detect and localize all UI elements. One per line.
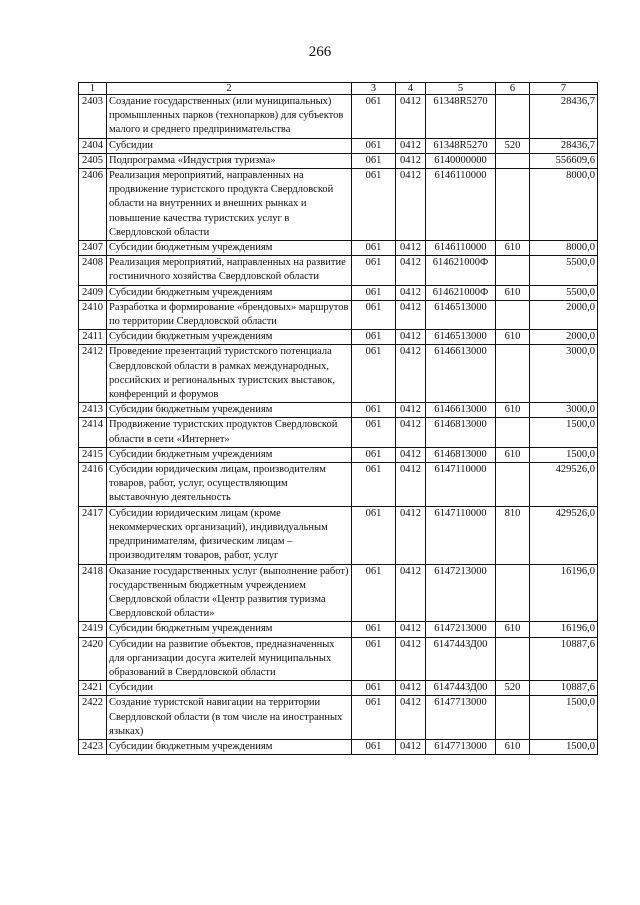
table-row — [79, 506, 598, 564]
section-code-cell: 0412 — [396, 696, 426, 740]
ministry-code-cell: 061 — [352, 696, 396, 740]
target-article-code-cell: 614744ЗД00 — [426, 681, 496, 696]
section-code-cell: 0412 — [396, 564, 426, 622]
row-number-cell: 2406 — [79, 169, 107, 241]
row-number-cell: 2407 — [79, 241, 107, 256]
amount-cell: 8000,0 — [530, 169, 598, 241]
expense-type-code-cell: 610 — [496, 403, 530, 418]
amount-cell: 3000,0 — [530, 403, 598, 418]
target-article-code-cell: 6147213000 — [426, 622, 496, 637]
ministry-code-cell: 061 — [352, 681, 396, 696]
row-number-cell: 2410 — [79, 300, 107, 329]
amount-cell: 5500,0 — [530, 285, 598, 300]
amount-cell: 16196,0 — [530, 622, 598, 637]
expense-type-code-cell — [496, 169, 530, 241]
ministry-code-cell: 061 — [352, 418, 396, 447]
amount-cell: 28436,7 — [530, 138, 598, 153]
expense-type-code-cell: 520 — [496, 138, 530, 153]
table-row — [79, 330, 598, 345]
section-code-cell: 0412 — [396, 637, 426, 681]
ministry-code-cell: 061 — [352, 345, 396, 403]
item-name-cell: Реализация мероприятий, направленных на продвижение туристского продукта Свердловской области на внутренних и внешних рынках и повышение качества туристских услуг в Свердловской области — [107, 169, 352, 241]
table-row — [79, 403, 598, 418]
row-number-cell: 2403 — [79, 95, 107, 139]
amount-cell: 5500,0 — [530, 256, 598, 285]
target-article-code-cell: 6146813000 — [426, 418, 496, 447]
section-code-cell: 0412 — [396, 506, 426, 564]
table-row — [79, 564, 598, 622]
expense-type-code-cell — [496, 564, 530, 622]
item-name-cell: Подпрограмма «Индустрия туризма» — [107, 153, 352, 168]
ministry-code-cell: 061 — [352, 564, 396, 622]
target-article-code-cell: 6147110000 — [426, 463, 496, 507]
target-article-code-cell: 6147110000 — [426, 506, 496, 564]
table-row — [79, 418, 598, 447]
target-article-code-cell: 61348R5270 — [426, 138, 496, 153]
target-article-code-cell: 6146513000 — [426, 300, 496, 329]
ministry-code-cell: 061 — [352, 447, 396, 462]
item-name-cell: Создание туристской навигации на территории Свердловской области (в том числе на иностранных языках) — [107, 696, 352, 740]
target-article-code-cell: 6146110000 — [426, 169, 496, 241]
target-article-code-cell: 6140000000 — [426, 153, 496, 168]
amount-cell: 10887,6 — [530, 681, 598, 696]
item-name-cell: Субсидии бюджетным учреждениям — [107, 447, 352, 462]
amount-cell: 10887,6 — [530, 637, 598, 681]
table-row — [79, 696, 598, 740]
header-row — [79, 83, 598, 95]
row-number-cell: 2412 — [79, 345, 107, 403]
header-cell-2: 2 — [107, 83, 352, 95]
target-article-code-cell: 614621000Ф — [426, 256, 496, 285]
expense-type-code-cell — [496, 637, 530, 681]
item-name-cell: Реализация мероприятий, направленных на развитие гостиничного хозяйства Свердловской области — [107, 256, 352, 285]
item-name-cell: Субсидии на развитие объектов, предназначенных для организации досуга жителей муниципальных образований в Свердловской области — [107, 637, 352, 681]
expense-type-code-cell: 520 — [496, 681, 530, 696]
item-name-cell: Субсидии юридическим лицам, производителям товаров, работ, услуг, осуществляющим выставочную деятельность — [107, 463, 352, 507]
item-name-cell: Субсидии бюджетным учреждениям — [107, 330, 352, 345]
row-number-cell: 2419 — [79, 622, 107, 637]
row-number-cell: 2413 — [79, 403, 107, 418]
ministry-code-cell: 061 — [352, 285, 396, 300]
row-number-cell: 2416 — [79, 463, 107, 507]
item-name-cell: Оказание государственных услуг (выполнение работ) государственным бюджетным учреждением Свердловской области «Центр развития туризма Свердловской области» — [107, 564, 352, 622]
amount-cell: 3000,0 — [530, 345, 598, 403]
item-name-cell: Субсидии бюджетным учреждениям — [107, 241, 352, 256]
target-article-code-cell: 6146513000 — [426, 330, 496, 345]
section-code-cell: 0412 — [396, 138, 426, 153]
amount-cell: 1500,0 — [530, 739, 598, 754]
target-article-code-cell: 614621000Ф — [426, 285, 496, 300]
table-row — [79, 637, 598, 681]
item-name-cell: Субсидии бюджетным учреждениям — [107, 622, 352, 637]
table-row — [79, 95, 598, 139]
row-number-cell: 2417 — [79, 506, 107, 564]
ministry-code-cell: 061 — [352, 463, 396, 507]
target-article-code-cell: 6146613000 — [426, 403, 496, 418]
section-code-cell: 0412 — [396, 330, 426, 345]
page-number: 266 — [308, 44, 332, 60]
row-number-cell: 2420 — [79, 637, 107, 681]
section-code-cell: 0412 — [396, 403, 426, 418]
ministry-code-cell: 061 — [352, 95, 396, 139]
item-name-cell: Субсидии — [107, 138, 352, 153]
ministry-code-cell: 061 — [352, 153, 396, 168]
target-article-code-cell: 61348R5270 — [426, 95, 496, 139]
ministry-code-cell: 061 — [352, 330, 396, 345]
row-number-cell: 2408 — [79, 256, 107, 285]
expense-type-code-cell — [496, 345, 530, 403]
ministry-code-cell: 061 — [352, 138, 396, 153]
table-row — [79, 256, 598, 285]
expense-type-code-cell: 610 — [496, 241, 530, 256]
table-row — [79, 169, 598, 241]
item-name-cell: Субсидии бюджетным учреждениям — [107, 403, 352, 418]
row-number-cell: 2421 — [79, 681, 107, 696]
item-name-cell: Субсидии бюджетным учреждениям — [107, 739, 352, 754]
row-number-cell: 2423 — [79, 739, 107, 754]
expense-type-code-cell: 810 — [496, 506, 530, 564]
section-code-cell: 0412 — [396, 739, 426, 754]
table-row — [79, 285, 598, 300]
table-row — [79, 138, 598, 153]
row-number-cell: 2405 — [79, 153, 107, 168]
row-number-cell: 2418 — [79, 564, 107, 622]
header-cell-1: 1 — [79, 83, 107, 95]
row-number-cell: 2414 — [79, 418, 107, 447]
target-article-code-cell: 6146110000 — [426, 241, 496, 256]
item-name-cell: Разработка и формирование «брендовых» маршрутов по территории Свердловской области — [107, 300, 352, 329]
section-code-cell: 0412 — [396, 285, 426, 300]
section-code-cell: 0412 — [396, 241, 426, 256]
section-code-cell: 0412 — [396, 256, 426, 285]
ministry-code-cell: 061 — [352, 300, 396, 329]
table-body — [79, 95, 598, 755]
section-code-cell: 0412 — [396, 95, 426, 139]
section-code-cell: 0412 — [396, 169, 426, 241]
item-name-cell: Создание государственных (или муниципальных) промышленных парков (технопарков) для субъектов малого и среднего предпринимательства — [107, 95, 352, 139]
amount-cell: 429526,0 — [530, 463, 598, 507]
section-code-cell: 0412 — [396, 153, 426, 168]
expense-type-code-cell — [496, 153, 530, 168]
section-code-cell: 0412 — [396, 681, 426, 696]
expense-type-code-cell: 610 — [496, 330, 530, 345]
target-article-code-cell: 6147713000 — [426, 739, 496, 754]
item-name-cell: Субсидии — [107, 681, 352, 696]
table-row — [79, 241, 598, 256]
section-code-cell: 0412 — [396, 345, 426, 403]
expense-type-code-cell — [496, 300, 530, 329]
item-name-cell: Субсидии бюджетным учреждениям — [107, 285, 352, 300]
item-name-cell: Проведение презентаций туристского потенциала Свердловской области в рамках международных, российских и региональных туристских выставок, конференций и форумов — [107, 345, 352, 403]
table-row — [79, 739, 598, 754]
row-number-cell: 2404 — [79, 138, 107, 153]
header-cell-7: 7 — [530, 83, 598, 95]
amount-cell: 1500,0 — [530, 418, 598, 447]
expense-type-code-cell — [496, 418, 530, 447]
expense-type-code-cell: 610 — [496, 447, 530, 462]
header-cell-5: 5 — [426, 83, 496, 95]
table-row — [79, 345, 598, 403]
amount-cell: 2000,0 — [530, 330, 598, 345]
ministry-code-cell: 061 — [352, 256, 396, 285]
target-article-code-cell: 6147713000 — [426, 696, 496, 740]
item-name-cell: Субсидии юридическим лицам (кроме некоммерческих организаций), индивидуальным предпринимателям, физическим лицам – производителям товаров, работ, услуг — [107, 506, 352, 564]
amount-cell: 429526,0 — [530, 506, 598, 564]
header-cell-4: 4 — [396, 83, 426, 95]
row-number-cell: 2415 — [79, 447, 107, 462]
table-row — [79, 300, 598, 329]
ministry-code-cell: 061 — [352, 637, 396, 681]
expense-type-code-cell — [496, 95, 530, 139]
expense-type-code-cell: 610 — [496, 285, 530, 300]
section-code-cell: 0412 — [396, 447, 426, 462]
table-row — [79, 622, 598, 637]
section-code-cell: 0412 — [396, 622, 426, 637]
ministry-code-cell: 061 — [352, 739, 396, 754]
expense-type-code-cell — [496, 463, 530, 507]
table-row — [79, 447, 598, 462]
section-code-cell: 0412 — [396, 300, 426, 329]
amount-cell: 16196,0 — [530, 564, 598, 622]
expense-type-code-cell — [496, 256, 530, 285]
target-article-code-cell: 6147213000 — [426, 564, 496, 622]
header-cell-3: 3 — [352, 83, 396, 95]
ministry-code-cell: 061 — [352, 403, 396, 418]
amount-cell: 556609,6 — [530, 153, 598, 168]
ministry-code-cell: 061 — [352, 622, 396, 637]
section-code-cell: 0412 — [396, 463, 426, 507]
ministry-code-cell: 061 — [352, 241, 396, 256]
amount-cell: 2000,0 — [530, 300, 598, 329]
amount-cell: 1500,0 — [530, 447, 598, 462]
amount-cell: 8000,0 — [530, 241, 598, 256]
amount-cell: 1500,0 — [530, 696, 598, 740]
expense-type-code-cell — [496, 696, 530, 740]
section-code-cell: 0412 — [396, 418, 426, 447]
table-row — [79, 463, 598, 507]
target-article-code-cell: 6146813000 — [426, 447, 496, 462]
expense-type-code-cell: 610 — [496, 739, 530, 754]
table-row — [79, 681, 598, 696]
row-number-cell: 2409 — [79, 285, 107, 300]
ministry-code-cell: 061 — [352, 169, 396, 241]
target-article-code-cell: 614744ЗД00 — [426, 637, 496, 681]
row-number-cell: 2411 — [79, 330, 107, 345]
amount-cell: 28436,7 — [530, 95, 598, 139]
ministry-code-cell: 061 — [352, 506, 396, 564]
row-number-cell: 2422 — [79, 696, 107, 740]
expense-type-code-cell: 610 — [496, 622, 530, 637]
target-article-code-cell: 6146613000 — [426, 345, 496, 403]
budget-table — [78, 82, 598, 755]
table-row — [79, 153, 598, 168]
item-name-cell: Продвижение туристских продуктов Свердловской области в сети «Интернет» — [107, 418, 352, 447]
header-cell-6: 6 — [496, 83, 530, 95]
